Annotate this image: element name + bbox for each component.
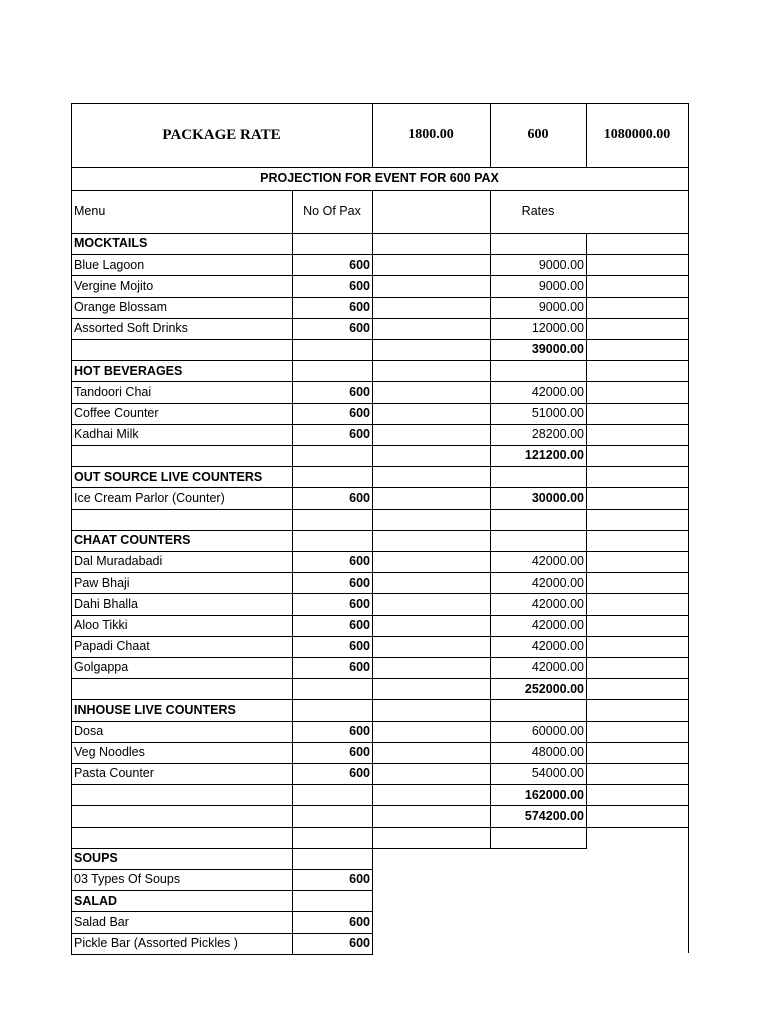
- row-menu-item: Blue Lagoon: [74, 257, 145, 272]
- row-menu-item: Ice Cream Parlor (Counter): [74, 490, 225, 505]
- grid-line: [71, 318, 689, 319]
- row-rate: 28200.00: [531, 427, 584, 442]
- grid-line: [688, 103, 689, 953]
- row-menu-item: SALAD: [74, 893, 118, 908]
- row-pax: [292, 360, 372, 381]
- row-rate: 162000.00: [524, 787, 584, 802]
- row-pax: [292, 699, 372, 720]
- row-pax: [292, 678, 372, 699]
- grid-line: [71, 254, 689, 255]
- column-header-rates: Rates: [521, 204, 555, 219]
- row-menu-item: Papadi Chaat: [74, 639, 150, 654]
- row-rate: 42000.00: [531, 660, 584, 675]
- row-rate: 12000.00: [531, 321, 584, 336]
- row-pax: [292, 827, 372, 848]
- row-menu-item: OUT SOURCE LIVE COUNTERS: [74, 469, 263, 484]
- row-pax: 600: [349, 617, 370, 632]
- row-rate: 60000.00: [531, 723, 584, 738]
- row-menu-item: [71, 805, 292, 826]
- row-menu-item: Salad Bar: [74, 914, 129, 929]
- row-menu-item: Vergine Mojito: [74, 278, 154, 293]
- row-rate: 54000.00: [531, 766, 584, 781]
- row-menu-item: Veg Noodles: [74, 745, 145, 760]
- package-rate-value: 1800.00: [408, 127, 454, 142]
- row-menu-item: Pickle Bar (Assorted Pickles ): [74, 935, 238, 950]
- row-rate: 48000.00: [531, 745, 584, 760]
- row-menu-item: [71, 678, 292, 699]
- row-rate: [490, 233, 586, 254]
- grid-line: [71, 381, 689, 382]
- grid-line: [71, 742, 689, 743]
- row-rate: 42000.00: [531, 617, 584, 632]
- row-pax: [292, 233, 372, 254]
- grid-line: [71, 954, 373, 955]
- row-pax: 600: [349, 405, 370, 420]
- grid-line: [71, 699, 689, 700]
- row-rate: [490, 509, 586, 530]
- row-menu-item: Coffee Counter: [74, 405, 159, 420]
- row-pax: 600: [349, 384, 370, 399]
- row-menu-item: [71, 509, 292, 530]
- grid-line: [71, 721, 689, 722]
- row-pax: [292, 339, 372, 360]
- grid-line: [71, 827, 689, 828]
- row-menu-item: Dal Muradabadi: [74, 554, 163, 569]
- row-pax: 600: [349, 596, 370, 611]
- row-menu-item: [71, 784, 292, 805]
- row-rate: 42000.00: [531, 554, 584, 569]
- row-pax: [292, 509, 372, 530]
- row-rate: 574200.00: [524, 808, 584, 823]
- grid-line: [372, 190, 373, 954]
- grid-line: [71, 805, 689, 806]
- row-menu-item: Kadhai Milk: [74, 427, 139, 442]
- row-menu-item: HOT BEVERAGES: [74, 363, 183, 378]
- grid-line: [71, 615, 689, 616]
- row-pax: 600: [349, 872, 370, 887]
- row-menu-item: 03 Types Of Soups: [74, 872, 181, 887]
- grid-line: [71, 233, 689, 234]
- grid-line: [71, 763, 689, 764]
- grid-line: [71, 636, 689, 637]
- row-pax: 600: [349, 766, 370, 781]
- grid-line: [71, 530, 689, 531]
- row-rate: 9000.00: [538, 257, 584, 272]
- row-menu-item: [71, 445, 292, 466]
- grid-line: [71, 678, 689, 679]
- row-pax: 600: [349, 278, 370, 293]
- grid-line: [71, 339, 689, 340]
- row-menu-item: Tandoori Chai: [74, 384, 152, 399]
- row-menu-item: Dahi Bhalla: [74, 596, 138, 611]
- grid-line: [71, 424, 689, 425]
- package-rate-label: PACKAGE RATE: [162, 126, 281, 143]
- grid-line: [71, 103, 72, 955]
- row-rate: 30000.00: [531, 490, 584, 505]
- row-pax: 600: [349, 723, 370, 738]
- row-rate: 42000.00: [531, 596, 584, 611]
- row-menu-item: CHAAT COUNTERS: [74, 533, 191, 548]
- row-menu-item: Dosa: [74, 723, 104, 738]
- row-rate: 9000.00: [538, 299, 584, 314]
- row-pax: 600: [349, 321, 370, 336]
- grid-line: [71, 466, 689, 467]
- row-menu-item: INHOUSE LIVE COUNTERS: [74, 702, 236, 717]
- grid-line: [71, 593, 689, 594]
- grid-line: [71, 848, 587, 849]
- grid-line: [71, 551, 689, 552]
- row-rate: [490, 699, 586, 720]
- row-rate: [490, 827, 586, 848]
- row-rate: [490, 530, 586, 551]
- grid-line: [71, 297, 689, 298]
- grid-line: [292, 190, 293, 954]
- grid-line: [490, 103, 491, 167]
- row-pax: 600: [349, 490, 370, 505]
- row-menu-item: [71, 339, 292, 360]
- package-total-value: 1080000.00: [603, 127, 671, 142]
- grid-line: [71, 103, 689, 104]
- row-menu-item: Aloo Tikki: [74, 617, 128, 632]
- row-pax: [292, 445, 372, 466]
- row-rate: 42000.00: [531, 639, 584, 654]
- row-pax: 600: [349, 299, 370, 314]
- row-pax: 600: [349, 427, 370, 442]
- row-menu-item: [71, 827, 292, 848]
- grid-line: [71, 403, 689, 404]
- row-rate: 9000.00: [538, 278, 584, 293]
- grid-line: [71, 190, 689, 191]
- grid-line: [372, 103, 373, 167]
- row-pax: 600: [349, 575, 370, 590]
- row-pax: [292, 466, 372, 487]
- grid-line: [71, 869, 373, 870]
- column-header-menu: Menu: [74, 204, 106, 219]
- row-pax: 600: [349, 639, 370, 654]
- row-menu-item: Paw Bhaji: [74, 575, 130, 590]
- grid-line: [71, 275, 689, 276]
- row-menu-item: Pasta Counter: [74, 766, 154, 781]
- grid-line: [71, 933, 373, 934]
- row-pax: 600: [349, 257, 370, 272]
- grid-line: [71, 445, 689, 446]
- row-pax: 600: [349, 745, 370, 760]
- row-rate: 252000.00: [524, 681, 584, 696]
- grid-line: [71, 360, 689, 361]
- row-menu-item: Assorted Soft Drinks: [74, 321, 188, 336]
- grid-line: [71, 657, 689, 658]
- row-pax: [292, 805, 372, 826]
- row-menu-item: Orange Blossam: [74, 299, 168, 314]
- row-pax: 600: [349, 914, 370, 929]
- grid-line: [71, 784, 689, 785]
- row-pax: [292, 890, 372, 911]
- row-pax: [292, 530, 372, 551]
- row-pax: 600: [349, 554, 370, 569]
- grid-line: [586, 233, 587, 848]
- grid-line: [490, 190, 491, 848]
- row-pax: [292, 848, 372, 869]
- grid-line: [586, 103, 587, 167]
- row-rate: 121200.00: [524, 448, 584, 463]
- row-menu-item: MOCKTAILS: [74, 236, 148, 251]
- row-rate: 42000.00: [531, 575, 584, 590]
- row-rate: 51000.00: [531, 405, 584, 420]
- row-pax: [292, 784, 372, 805]
- row-menu-item: SOUPS: [74, 851, 118, 866]
- column-header-pax: No Of Pax: [303, 204, 361, 219]
- grid-line: [71, 509, 689, 510]
- grid-line: [71, 890, 373, 891]
- package-pax-value: 600: [527, 127, 549, 142]
- grid-line: [71, 572, 689, 573]
- row-rate: [490, 466, 586, 487]
- row-pax: 600: [349, 935, 370, 950]
- grid-line: [71, 487, 689, 488]
- row-rate: 39000.00: [531, 342, 584, 357]
- row-rate: 42000.00: [531, 384, 584, 399]
- row-rate: [490, 360, 586, 381]
- row-menu-item: Golgappa: [74, 660, 129, 675]
- row-pax: 600: [349, 660, 370, 675]
- projection-title: PROJECTION FOR EVENT FOR 600 PAX: [260, 171, 499, 186]
- grid-line: [71, 911, 373, 912]
- grid-line: [71, 167, 689, 168]
